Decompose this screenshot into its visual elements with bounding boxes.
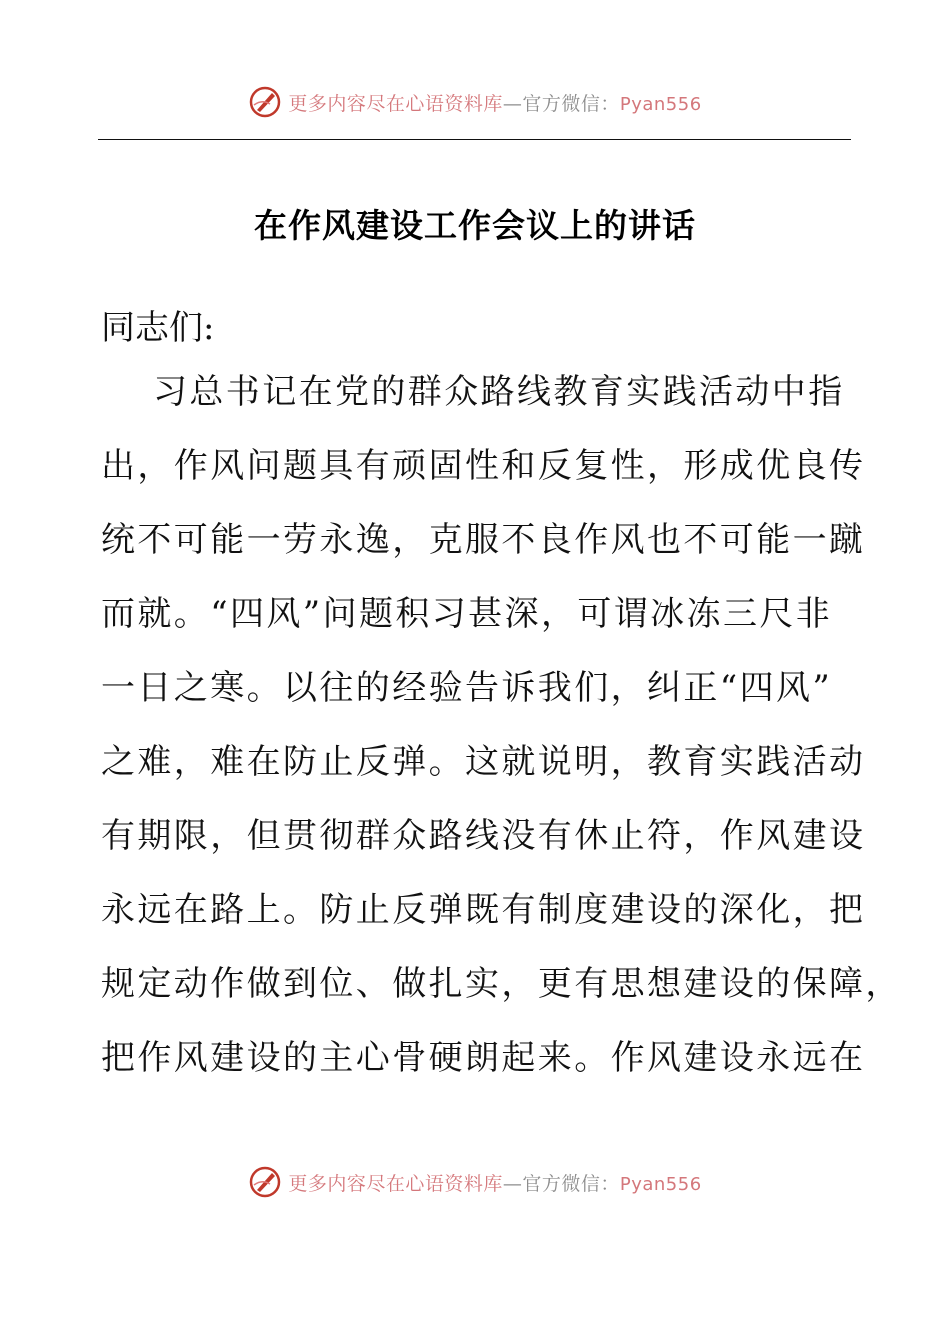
body-line: 永远在路上。防止反弹既有制度建设的深化，把 xyxy=(101,890,866,930)
header-rule xyxy=(98,139,851,140)
watermark-wechat-id: Pyan556 xyxy=(619,93,702,115)
body-line: 把作风建设的主心骨硬朗起来。作风建设永远在 xyxy=(101,1038,866,1078)
body-line: 统不可能一劳永逸，克服不良作风也不可能一蹴 xyxy=(101,520,866,560)
body-line: 出，作风问题具有顽固性和反复性，形成优良传 xyxy=(101,446,866,486)
pen-logo-icon xyxy=(248,1165,282,1199)
body-paragraph xyxy=(101,355,902,1095)
body-line: 规定动作做到位、做扎实，更有思想建设的保障， xyxy=(101,964,902,1004)
body-line: 习总书记在党的群众路线教育实践活动中指 xyxy=(153,372,845,412)
body-line: 一日之寒。以往的经验告诉我们，纠正“四风” xyxy=(101,668,833,708)
watermark-text xyxy=(288,89,701,116)
pen-logo-icon xyxy=(248,85,282,119)
document-title: 在作风建设工作会议上的讲话 xyxy=(254,206,696,245)
watermark-part2: —官方微信： xyxy=(502,92,620,115)
body-line: 而就。“四风”问题积习甚深，可谓冰冻三尺非 xyxy=(101,594,833,634)
salutation: 同志们: xyxy=(101,308,215,348)
body-line: 有期限，但贯彻群众路线没有休止符，作风建设 xyxy=(101,816,866,856)
watermark-part1: 更多内容尽在心语资料库 xyxy=(288,92,503,115)
watermark-text xyxy=(288,1169,701,1196)
header-watermark xyxy=(0,82,950,122)
body-line: 之难，难在防止反弹。这就说明，教育实践活动 xyxy=(101,742,866,782)
watermark-part2: —官方微信： xyxy=(502,1172,620,1195)
watermark-wechat-id: Pyan556 xyxy=(619,1173,702,1195)
footer-watermark xyxy=(0,1162,950,1202)
watermark-part1: 更多内容尽在心语资料库 xyxy=(288,1172,503,1195)
